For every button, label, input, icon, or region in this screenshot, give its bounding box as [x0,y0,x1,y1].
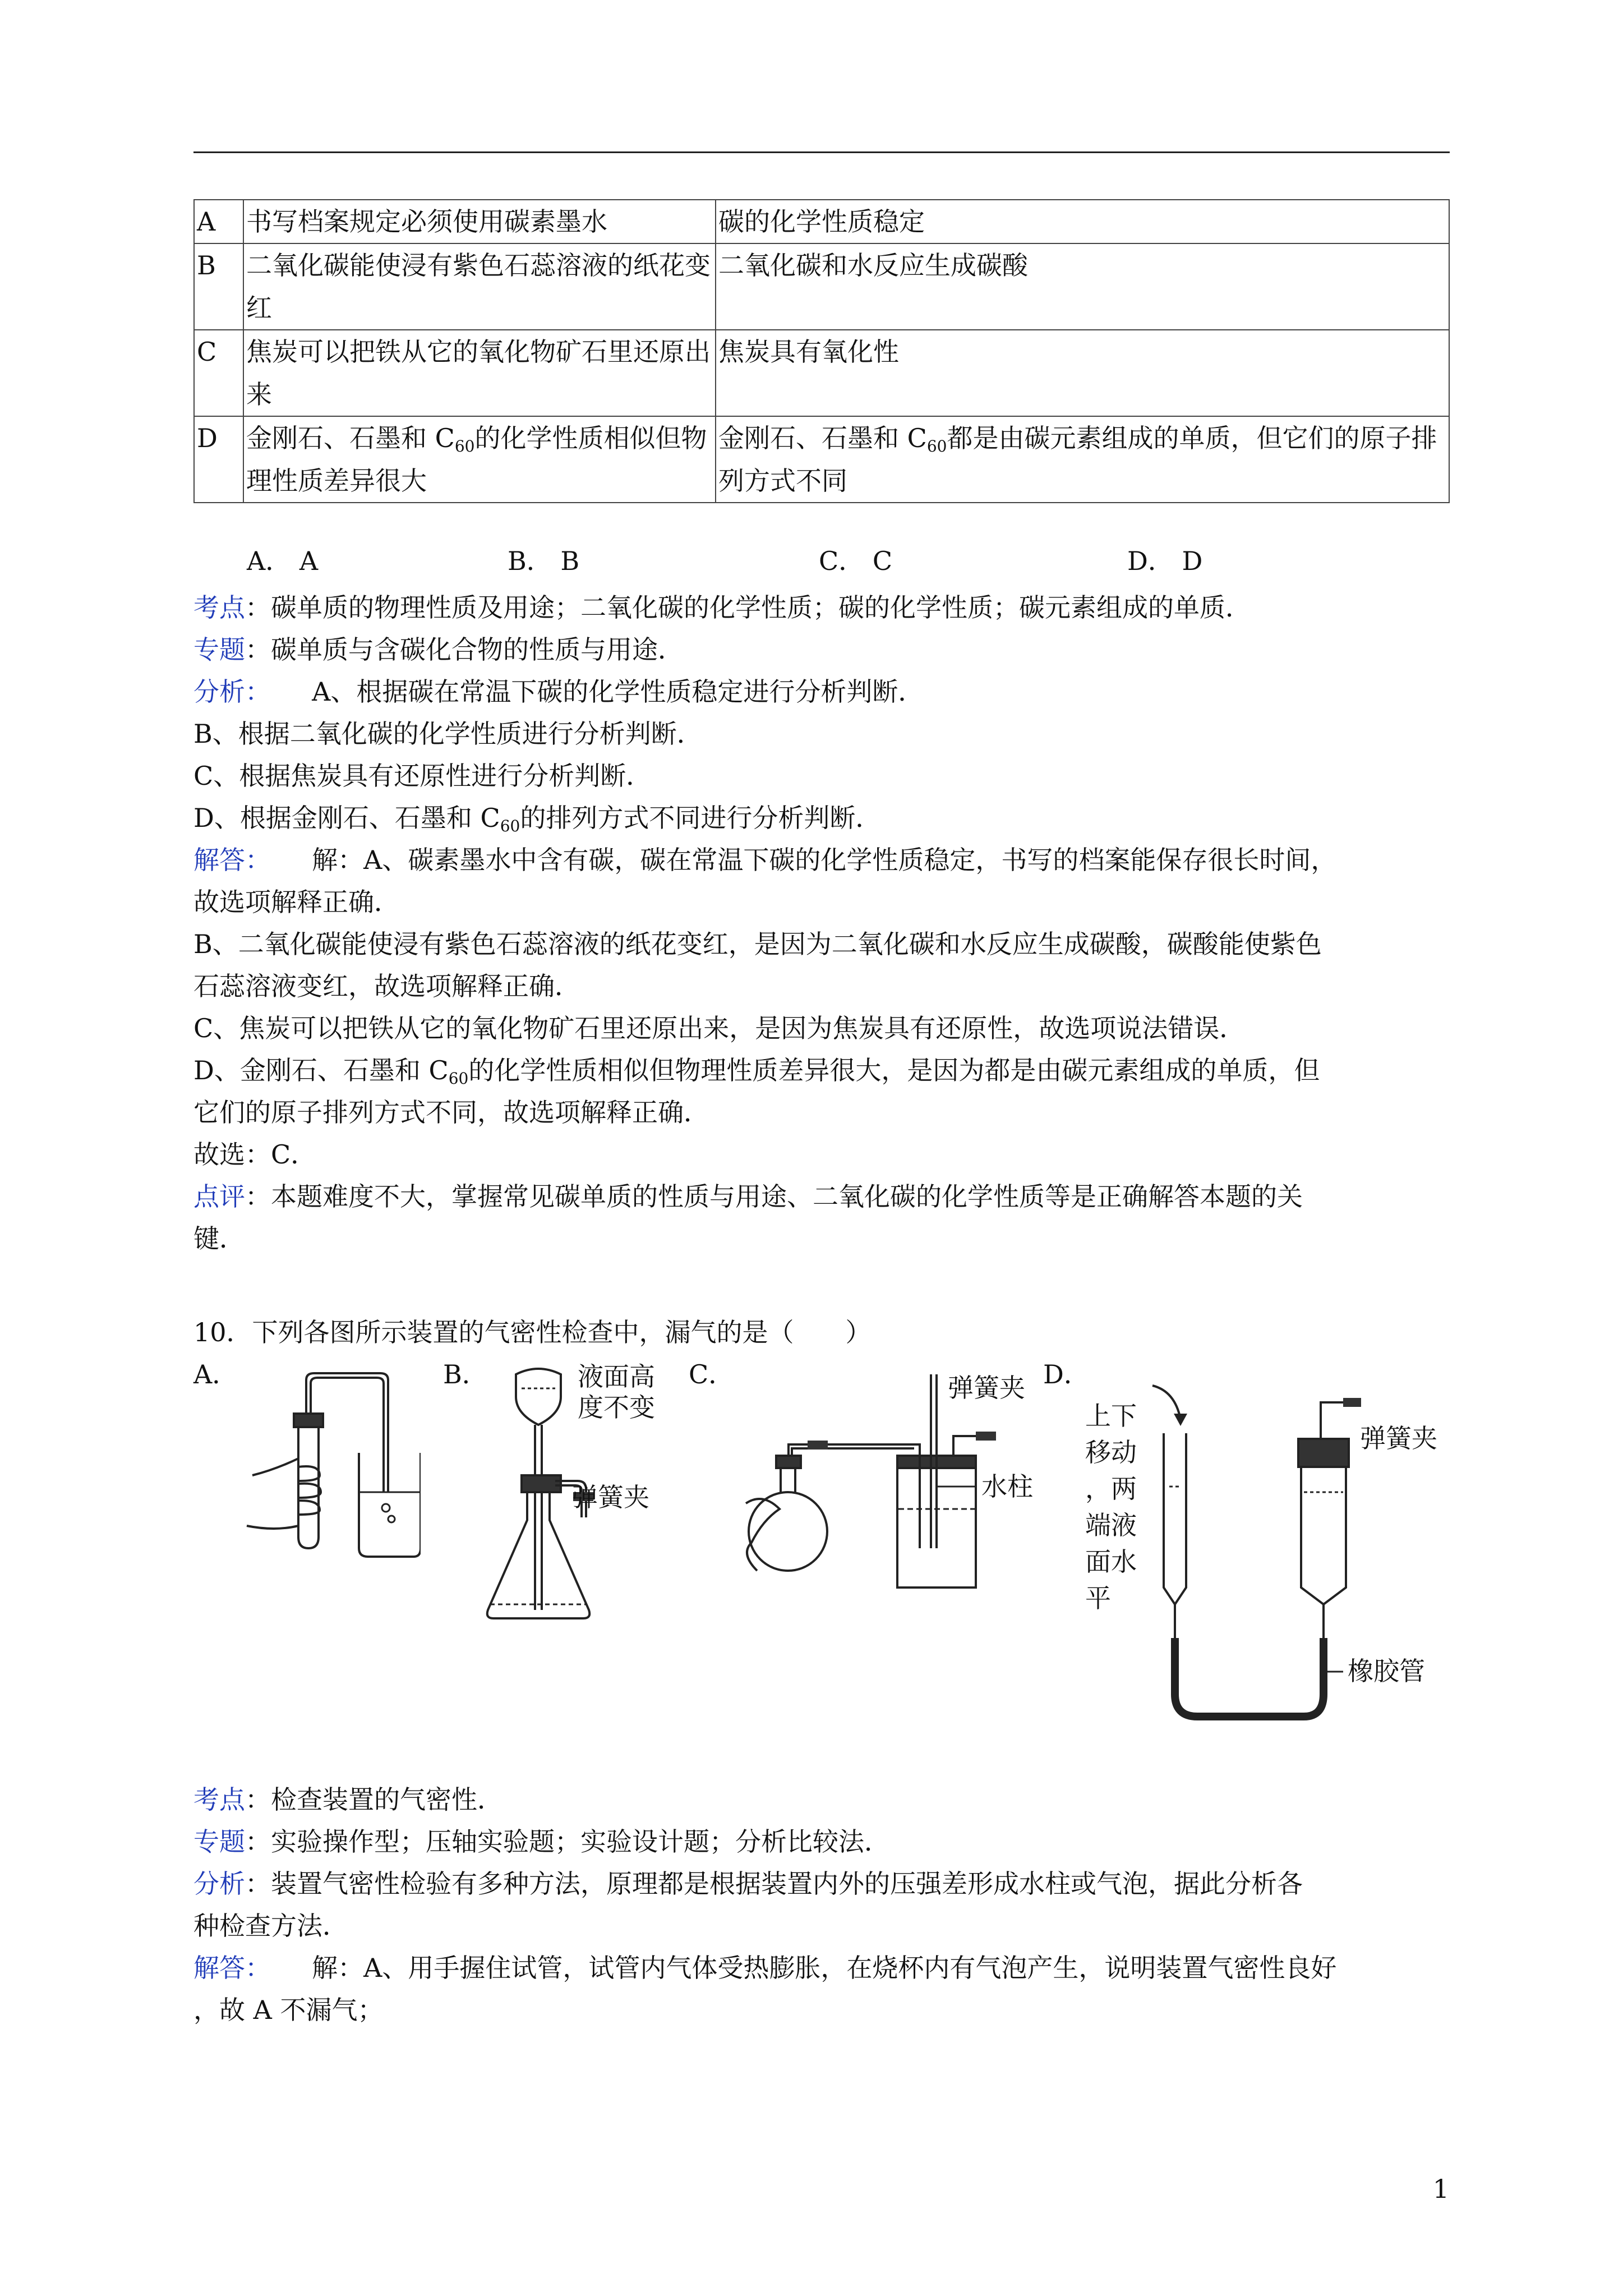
answer-option-d: D． D [1127,546,1203,576]
table-cell-explanation [716,416,1449,503]
label-rubber-hose: 橡胶管 [1348,1656,1425,1686]
label-liquid-level: 液面高 [578,1363,655,1392]
vertical-note-line: ，两 [1085,1474,1137,1504]
figure-label-b: B． [443,1359,488,1389]
figure-b-apparatus [477,1363,690,1627]
vertical-note-line: 上下 [1085,1401,1137,1431]
fenxi-line [193,675,924,708]
answer-option-b: B． B [508,546,580,576]
jieda-line [193,1951,1336,1985]
table-row [194,330,1449,416]
kaodian-text: ：碳单质的物理性质及用途；二氧化碳的化学性质；碳的化学性质；碳元素组成的单质． [245,592,1251,623]
figure-d-apparatus [1080,1358,1450,1733]
table-cell-option: A [194,200,243,243]
subscript: 60 [500,817,520,835]
text-fragment: 的化学性质相似但物理性质差异很大，是因为都是由碳元素组成的单质，但 [468,1055,1320,1085]
zhuanti-line [193,633,684,666]
jieda-text: C、焦炭可以把铁从它的氧化物矿石里还原出来，是因为焦炭具有还原性，故选项说法错误． [193,1013,1246,1043]
text-fragment: 的化学性质相似但物理性质差异很大 [246,423,707,496]
table-cell-option: B [194,243,243,330]
vertical-note-line: 平 [1085,1583,1111,1613]
label-spring-clip: 弹簧夹 [948,1373,1025,1403]
text-fragment: 金刚石、石墨和 C [246,423,455,453]
figure-label-a: A． [193,1359,238,1389]
answer-option-a: A． A [247,546,319,576]
jieda-text: 石蕊溶液变红，故选项解释正确． [193,971,580,1001]
answer-option-c: C． C [819,546,893,576]
subscript: 60 [454,437,475,455]
fenxi-label: 分析： [193,677,271,707]
text-fragment: 都是由碳元素组成的单质，但它们的原子排列方式不同 [718,423,1437,496]
zhuanti-label: 专题 [193,1826,245,1857]
fenxi-text: C、根据焦炭具有还原性进行分析判断． [193,761,652,791]
zhuanti-line [193,1825,890,1858]
fenxi-label: 分析 [193,1869,245,1899]
question-10-stem: 10．下列各图所示装置的气密性检查中，漏气的是（ ） [193,1317,872,1347]
page-number: 1 [1432,2174,1449,2204]
text-fragment: D、金刚石、石墨和 C [193,1055,449,1085]
options-table [193,199,1450,503]
jieda-label: 解答： [193,845,271,875]
table-cell-option: C [194,330,243,416]
kaodian-text: ：检查装置的气密性． [245,1784,503,1815]
label-spring-clip: 弹簧夹 [572,1482,649,1512]
kaodian-label: 考点 [193,1784,245,1815]
fenxi-text: A、根据碳在常温下碳的化学性质稳定进行分析判断． [271,677,924,707]
vertical-note-line: 端液 [1085,1510,1137,1540]
subscript: 60 [926,437,947,455]
fenxi-text: B、根据二氧化碳的化学性质进行分析判断． [193,719,703,749]
table-cell-explanation: 二氧化碳和水反应生成碳酸 [716,243,1449,330]
dianping-text: 键． [193,1223,245,1254]
label-spring-clip: 弹簧夹 [1360,1423,1437,1453]
kaodian-line [193,1783,503,1816]
text-fragment: 金刚石、石墨和 C [718,423,927,453]
table-cell-fact: 二氧化碳能使浸有紫色石蕊溶液的纸花变红 [243,243,716,330]
table-row [194,200,1449,243]
table-cell-fact [243,416,716,503]
jieda-line [193,843,1336,877]
table-cell-option: D [194,416,243,503]
fenxi-line [193,1867,1303,1901]
zhuanti-label: 专题 [193,634,245,665]
jieda-text: ，故 A 不漏气； [193,1995,384,2025]
figure-c-apparatus [729,1363,1043,1599]
zhuanti-text: ：实验操作型；压轴实验题；实验设计题；分析比较法． [245,1826,890,1857]
jieda-text: 解：A、用手握住试管，试管内气体受热膨胀，在烧杯内有气泡产生，说明装置气密性良好 [271,1953,1337,1983]
fenxi-line [193,801,881,835]
zhuanti-text: ：碳单质与含碳化合物的性质与用途． [245,634,684,665]
dianping-text: ：本题难度不大，掌握常见碳单质的性质与用途、二氧化碳的化学性质等是正确解答本题的关 [245,1181,1303,1212]
answer-choice: 故选：C． [193,1139,317,1170]
label-unchanged: 度不变 [578,1392,655,1423]
table-cell-fact: 焦炭可以把铁从它的氧化物矿石里还原出来 [243,330,716,416]
table-cell-explanation: 碳的化学性质稳定 [716,200,1449,243]
text-fragment: 的排列方式不同进行分析判断． [520,803,882,833]
header-rule [193,151,1450,153]
dianping-line [193,1180,1303,1213]
table-row [194,416,1449,503]
jieda-text: 解：A、碳素墨水中含有碳，碳在常温下碳的化学性质稳定，书写的档案能保存很长时间， [271,845,1337,875]
kaodian-label: 考点 [193,592,245,623]
text-fragment: D、根据金刚石、石墨和 C [193,803,500,833]
table-row [194,243,1449,330]
jieda-text: 故选项解释正确． [193,887,400,917]
figure-label-c: C． [689,1359,735,1389]
fenxi-text: 种检查方法． [193,1911,348,1941]
dianping-label: 点评 [193,1181,245,1212]
label-water-column: 水柱 [981,1471,1033,1502]
jieda-line [193,1053,1320,1087]
figure-a-apparatus [236,1363,421,1571]
figure-label-d: D． [1043,1359,1090,1389]
fenxi-text: ：装置气密性检验有多种方法，原理都是根据装置内外的压强差形成水柱或气泡，据此分析各 [245,1869,1303,1899]
jieda-text: 它们的原子排列方式不同，故选项解释正确． [193,1097,709,1128]
vertical-note-line: 移动 [1085,1437,1137,1467]
table-cell-explanation: 焦炭具有氧化性 [716,330,1449,416]
subscript: 60 [448,1069,469,1088]
jieda-label: 解答： [193,1953,271,1983]
jieda-text: B、二氧化碳能使浸有紫色石蕊溶液的纸花变红，是因为二氧化碳和水反应生成碳酸，碳酸能使紫色 [193,929,1322,959]
kaodian-line [193,591,1251,624]
table-cell-fact: 书写档案规定必须使用碳素墨水 [243,200,716,243]
vertical-note-line: 面水 [1085,1547,1137,1577]
